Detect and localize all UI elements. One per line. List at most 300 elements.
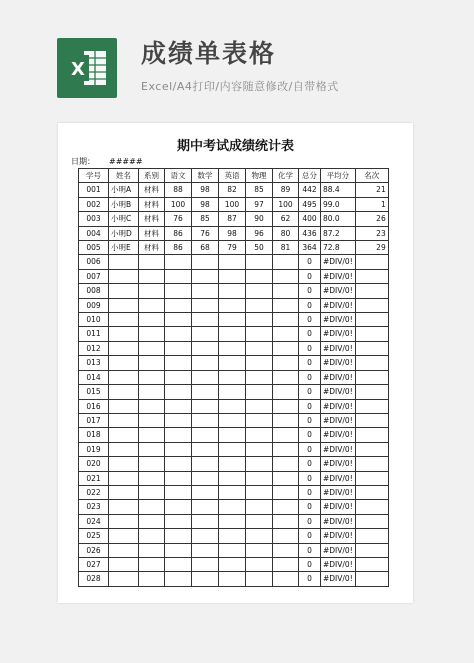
cell-name (109, 543, 139, 557)
cell-dept (139, 457, 165, 471)
cell-total: 0 (299, 485, 321, 499)
cell-english (219, 572, 246, 586)
cell-rank (355, 385, 388, 399)
cell-total: 0 (299, 457, 321, 471)
cell-id: 016 (79, 399, 109, 413)
cell-average: 87.2 (321, 226, 356, 240)
table-row (79, 241, 389, 255)
cell-average: #DIV/0! (321, 370, 356, 384)
cell-math (192, 529, 219, 543)
cell-english (219, 269, 246, 283)
cell-physics (246, 327, 273, 341)
cell-math (192, 399, 219, 413)
cell-physics (246, 471, 273, 485)
cell-total: 0 (299, 557, 321, 571)
cell-id: 020 (79, 457, 109, 471)
cell-chinese (165, 557, 192, 571)
cell-english: 87 (219, 212, 246, 226)
logo-letter: X (71, 59, 85, 80)
table-row (79, 471, 389, 485)
cell-chinese (165, 284, 192, 298)
cell-total: 0 (299, 327, 321, 341)
cell-physics (246, 313, 273, 327)
cell-english (219, 298, 246, 312)
cell-dept: 材料 (139, 241, 165, 255)
column-header: 学号 (79, 169, 109, 183)
cell-chinese (165, 500, 192, 514)
column-header: 物理 (246, 169, 273, 183)
cell-english (219, 500, 246, 514)
cell-english: 98 (219, 226, 246, 240)
cell-rank (355, 471, 388, 485)
cell-name (109, 557, 139, 571)
cell-name (109, 471, 139, 485)
cell-rank (355, 341, 388, 355)
cell-rank (355, 485, 388, 499)
cell-chinese (165, 413, 192, 427)
cell-id: 009 (79, 298, 109, 312)
cell-chemistry: 80 (273, 226, 299, 240)
date-value: ##### (109, 157, 143, 166)
cell-name (109, 514, 139, 528)
cell-rank (355, 255, 388, 269)
cell-math (192, 255, 219, 269)
cell-name (109, 370, 139, 384)
cell-math: 68 (192, 241, 219, 255)
cell-dept (139, 442, 165, 456)
cell-math (192, 457, 219, 471)
cell-math: 98 (192, 183, 219, 197)
cell-id: 019 (79, 442, 109, 456)
cell-chinese (165, 313, 192, 327)
cell-chemistry: 62 (273, 212, 299, 226)
cell-rank (355, 457, 388, 471)
cell-name (109, 341, 139, 355)
cell-chemistry (273, 500, 299, 514)
cell-name (109, 269, 139, 283)
cell-rank: 29 (355, 241, 388, 255)
cell-id: 005 (79, 241, 109, 255)
cell-chinese (165, 442, 192, 456)
cell-total: 0 (299, 514, 321, 528)
cell-physics (246, 514, 273, 528)
cell-average: 88.4 (321, 183, 356, 197)
cell-rank: 23 (355, 226, 388, 240)
cell-chinese (165, 269, 192, 283)
cell-name (109, 284, 139, 298)
table-row (79, 197, 389, 211)
cell-id: 027 (79, 557, 109, 571)
cell-id: 007 (79, 269, 109, 283)
cell-english (219, 557, 246, 571)
cell-rank (355, 529, 388, 543)
cell-dept (139, 471, 165, 485)
cell-name (109, 572, 139, 586)
cell-chemistry (273, 543, 299, 557)
cell-chemistry (273, 327, 299, 341)
cell-average: #DIV/0! (321, 471, 356, 485)
cell-average: 72.8 (321, 241, 356, 255)
cell-physics: 96 (246, 226, 273, 240)
column-header: 系别 (139, 169, 165, 183)
cell-average: #DIV/0! (321, 269, 356, 283)
cell-math (192, 356, 219, 370)
cell-math (192, 370, 219, 384)
cell-math (192, 269, 219, 283)
cell-physics (246, 370, 273, 384)
cell-total: 0 (299, 572, 321, 586)
cell-rank (355, 298, 388, 312)
cell-name (109, 385, 139, 399)
cell-total: 0 (299, 471, 321, 485)
cell-average: #DIV/0! (321, 529, 356, 543)
cell-math: 98 (192, 197, 219, 211)
cell-id: 012 (79, 341, 109, 355)
cell-name: 小明A (109, 183, 139, 197)
cell-chinese (165, 298, 192, 312)
excel-icon (57, 38, 117, 98)
cell-id: 021 (79, 471, 109, 485)
cell-dept (139, 341, 165, 355)
cell-average: #DIV/0! (321, 313, 356, 327)
cell-math (192, 327, 219, 341)
cell-physics (246, 255, 273, 269)
cell-total: 0 (299, 284, 321, 298)
date-label: 日期： (71, 157, 95, 166)
cell-average: #DIV/0! (321, 557, 356, 571)
table-row (79, 385, 389, 399)
cell-average: #DIV/0! (321, 399, 356, 413)
spreadsheet-preview (58, 123, 413, 603)
table-row (79, 313, 389, 327)
table-row (79, 485, 389, 499)
cell-physics (246, 428, 273, 442)
cell-name: 小明E (109, 241, 139, 255)
cell-chinese (165, 457, 192, 471)
cell-average: #DIV/0! (321, 255, 356, 269)
cell-total: 364 (299, 241, 321, 255)
cell-math (192, 385, 219, 399)
cell-average: 99.0 (321, 197, 356, 211)
cell-english (219, 341, 246, 355)
cell-id: 008 (79, 284, 109, 298)
cell-english: 100 (219, 197, 246, 211)
cell-rank (355, 284, 388, 298)
table-row (79, 341, 389, 355)
cell-math (192, 313, 219, 327)
cell-average: #DIV/0! (321, 442, 356, 456)
cell-total: 0 (299, 385, 321, 399)
table-header-row (79, 169, 389, 183)
cell-total: 0 (299, 255, 321, 269)
cell-average: #DIV/0! (321, 543, 356, 557)
cell-id: 023 (79, 500, 109, 514)
date-row (71, 156, 143, 167)
cell-rank (355, 442, 388, 456)
cell-physics (246, 500, 273, 514)
cell-chinese (165, 572, 192, 586)
column-header: 总分 (299, 169, 321, 183)
table-row (79, 298, 389, 312)
cell-id: 026 (79, 543, 109, 557)
cell-english (219, 485, 246, 499)
cell-total: 0 (299, 313, 321, 327)
cell-chinese (165, 529, 192, 543)
cell-total: 0 (299, 269, 321, 283)
cell-english (219, 543, 246, 557)
cell-dept: 材料 (139, 183, 165, 197)
cell-name: 小明C (109, 212, 139, 226)
cell-id: 025 (79, 529, 109, 543)
column-header: 英语 (219, 169, 246, 183)
cell-average: #DIV/0! (321, 485, 356, 499)
cell-english: 79 (219, 241, 246, 255)
cell-chemistry (273, 385, 299, 399)
cell-dept (139, 269, 165, 283)
column-header: 姓名 (109, 169, 139, 183)
page-subtitle: Excel/A4打印/内容随意修改/自带格式 (141, 80, 339, 93)
cell-rank (355, 370, 388, 384)
cell-english (219, 255, 246, 269)
cell-math (192, 500, 219, 514)
cell-english (219, 399, 246, 413)
cell-chemistry: 100 (273, 197, 299, 211)
table-row (79, 226, 389, 240)
cell-name (109, 442, 139, 456)
cell-name (109, 413, 139, 427)
cell-average: 80.0 (321, 212, 356, 226)
table-row (79, 399, 389, 413)
cell-id: 010 (79, 313, 109, 327)
cell-physics: 97 (246, 197, 273, 211)
column-header: 数学 (192, 169, 219, 183)
cell-physics (246, 543, 273, 557)
cell-physics (246, 269, 273, 283)
cell-rank (355, 313, 388, 327)
cell-physics: 85 (246, 183, 273, 197)
cell-rank (355, 514, 388, 528)
cell-average: #DIV/0! (321, 500, 356, 514)
cell-id: 006 (79, 255, 109, 269)
cell-physics: 90 (246, 212, 273, 226)
cell-chemistry (273, 341, 299, 355)
cell-chinese: 100 (165, 197, 192, 211)
cell-name (109, 327, 139, 341)
cell-english (219, 370, 246, 384)
cell-dept (139, 572, 165, 586)
cell-total: 0 (299, 370, 321, 384)
cell-total: 400 (299, 212, 321, 226)
cell-total: 0 (299, 298, 321, 312)
cell-chinese (165, 356, 192, 370)
cell-math (192, 298, 219, 312)
cell-english (219, 428, 246, 442)
cell-chinese: 86 (165, 226, 192, 240)
table-row (79, 255, 389, 269)
cell-name (109, 356, 139, 370)
cell-chinese (165, 543, 192, 557)
cell-dept (139, 428, 165, 442)
cell-dept (139, 284, 165, 298)
cell-id: 003 (79, 212, 109, 226)
cell-dept: 材料 (139, 226, 165, 240)
cell-rank: 1 (355, 197, 388, 211)
cell-dept (139, 529, 165, 543)
cell-dept (139, 485, 165, 499)
cell-id: 002 (79, 197, 109, 211)
cell-english (219, 413, 246, 427)
cell-physics (246, 298, 273, 312)
cell-physics (246, 284, 273, 298)
cell-physics (246, 557, 273, 571)
cell-dept (139, 370, 165, 384)
cell-average: #DIV/0! (321, 457, 356, 471)
cell-math (192, 442, 219, 456)
table-row (79, 212, 389, 226)
cell-id: 001 (79, 183, 109, 197)
cell-id: 022 (79, 485, 109, 499)
column-header: 化学 (273, 169, 299, 183)
cell-id: 015 (79, 385, 109, 399)
cell-math (192, 543, 219, 557)
cell-chemistry (273, 284, 299, 298)
cell-math (192, 572, 219, 586)
cell-chemistry (273, 457, 299, 471)
cell-chinese (165, 370, 192, 384)
cell-total: 0 (299, 543, 321, 557)
cell-chinese: 76 (165, 212, 192, 226)
cell-physics (246, 485, 273, 499)
cell-rank: 21 (355, 183, 388, 197)
cell-name (109, 529, 139, 543)
cell-chemistry (273, 572, 299, 586)
cell-chinese (165, 428, 192, 442)
cell-physics (246, 399, 273, 413)
table-row (79, 428, 389, 442)
cell-chemistry (273, 413, 299, 427)
sheet-title: 期中考试成绩统计表 (176, 139, 294, 154)
cell-english (219, 442, 246, 456)
cell-name (109, 255, 139, 269)
score-table (78, 168, 389, 587)
cell-average: #DIV/0! (321, 572, 356, 586)
cell-math (192, 284, 219, 298)
cell-total: 442 (299, 183, 321, 197)
cell-physics (246, 572, 273, 586)
cell-dept (139, 514, 165, 528)
cell-rank (355, 543, 388, 557)
cell-average: #DIV/0! (321, 385, 356, 399)
cell-chinese (165, 341, 192, 355)
table-row (79, 543, 389, 557)
cell-average: #DIV/0! (321, 413, 356, 427)
cell-english (219, 457, 246, 471)
cell-dept: 材料 (139, 212, 165, 226)
cell-dept (139, 313, 165, 327)
cell-rank (355, 428, 388, 442)
cell-dept (139, 413, 165, 427)
cell-dept (139, 298, 165, 312)
cell-english (219, 327, 246, 341)
table-row (79, 327, 389, 341)
cell-math: 76 (192, 226, 219, 240)
table-row (79, 370, 389, 384)
cell-name (109, 485, 139, 499)
table-row (79, 284, 389, 298)
cell-total: 0 (299, 399, 321, 413)
cell-english (219, 529, 246, 543)
cell-chemistry: 89 (273, 183, 299, 197)
column-header: 语文 (165, 169, 192, 183)
cell-dept (139, 399, 165, 413)
table-row (79, 356, 389, 370)
column-header: 平均分 (321, 169, 356, 183)
cell-rank (355, 399, 388, 413)
cell-name: 小明D (109, 226, 139, 240)
table-row (79, 500, 389, 514)
table-row (79, 457, 389, 471)
cell-rank (355, 356, 388, 370)
cell-chemistry (273, 529, 299, 543)
cell-math (192, 413, 219, 427)
cell-physics (246, 529, 273, 543)
cell-id: 018 (79, 428, 109, 442)
cell-math (192, 428, 219, 442)
cell-chinese (165, 255, 192, 269)
table-row (79, 572, 389, 586)
cell-chemistry (273, 471, 299, 485)
cell-rank: 26 (355, 212, 388, 226)
column-header: 名次 (355, 169, 388, 183)
cell-average: #DIV/0! (321, 298, 356, 312)
cell-name (109, 298, 139, 312)
cell-dept (139, 385, 165, 399)
cell-chemistry (273, 485, 299, 499)
cell-chemistry (273, 269, 299, 283)
cell-average: #DIV/0! (321, 356, 356, 370)
cell-dept: 材料 (139, 197, 165, 211)
cell-name (109, 457, 139, 471)
cell-physics (246, 356, 273, 370)
table-row (79, 442, 389, 456)
cell-id: 004 (79, 226, 109, 240)
cell-average: #DIV/0! (321, 428, 356, 442)
cell-chemistry (273, 356, 299, 370)
cell-english: 82 (219, 183, 246, 197)
cell-chemistry (273, 428, 299, 442)
cell-chemistry (273, 298, 299, 312)
cell-total: 0 (299, 442, 321, 456)
cell-rank (355, 500, 388, 514)
cell-english (219, 356, 246, 370)
cell-math: 85 (192, 212, 219, 226)
cell-chemistry (273, 514, 299, 528)
cell-chinese: 88 (165, 183, 192, 197)
cell-total: 0 (299, 413, 321, 427)
cell-english (219, 471, 246, 485)
cell-math (192, 471, 219, 485)
cell-math (192, 485, 219, 499)
cell-english (219, 514, 246, 528)
cell-english (219, 284, 246, 298)
cell-physics (246, 341, 273, 355)
cell-chemistry (273, 442, 299, 456)
cell-total: 0 (299, 500, 321, 514)
cell-english (219, 313, 246, 327)
cell-chinese (165, 514, 192, 528)
cell-chinese (165, 385, 192, 399)
cell-rank (355, 269, 388, 283)
